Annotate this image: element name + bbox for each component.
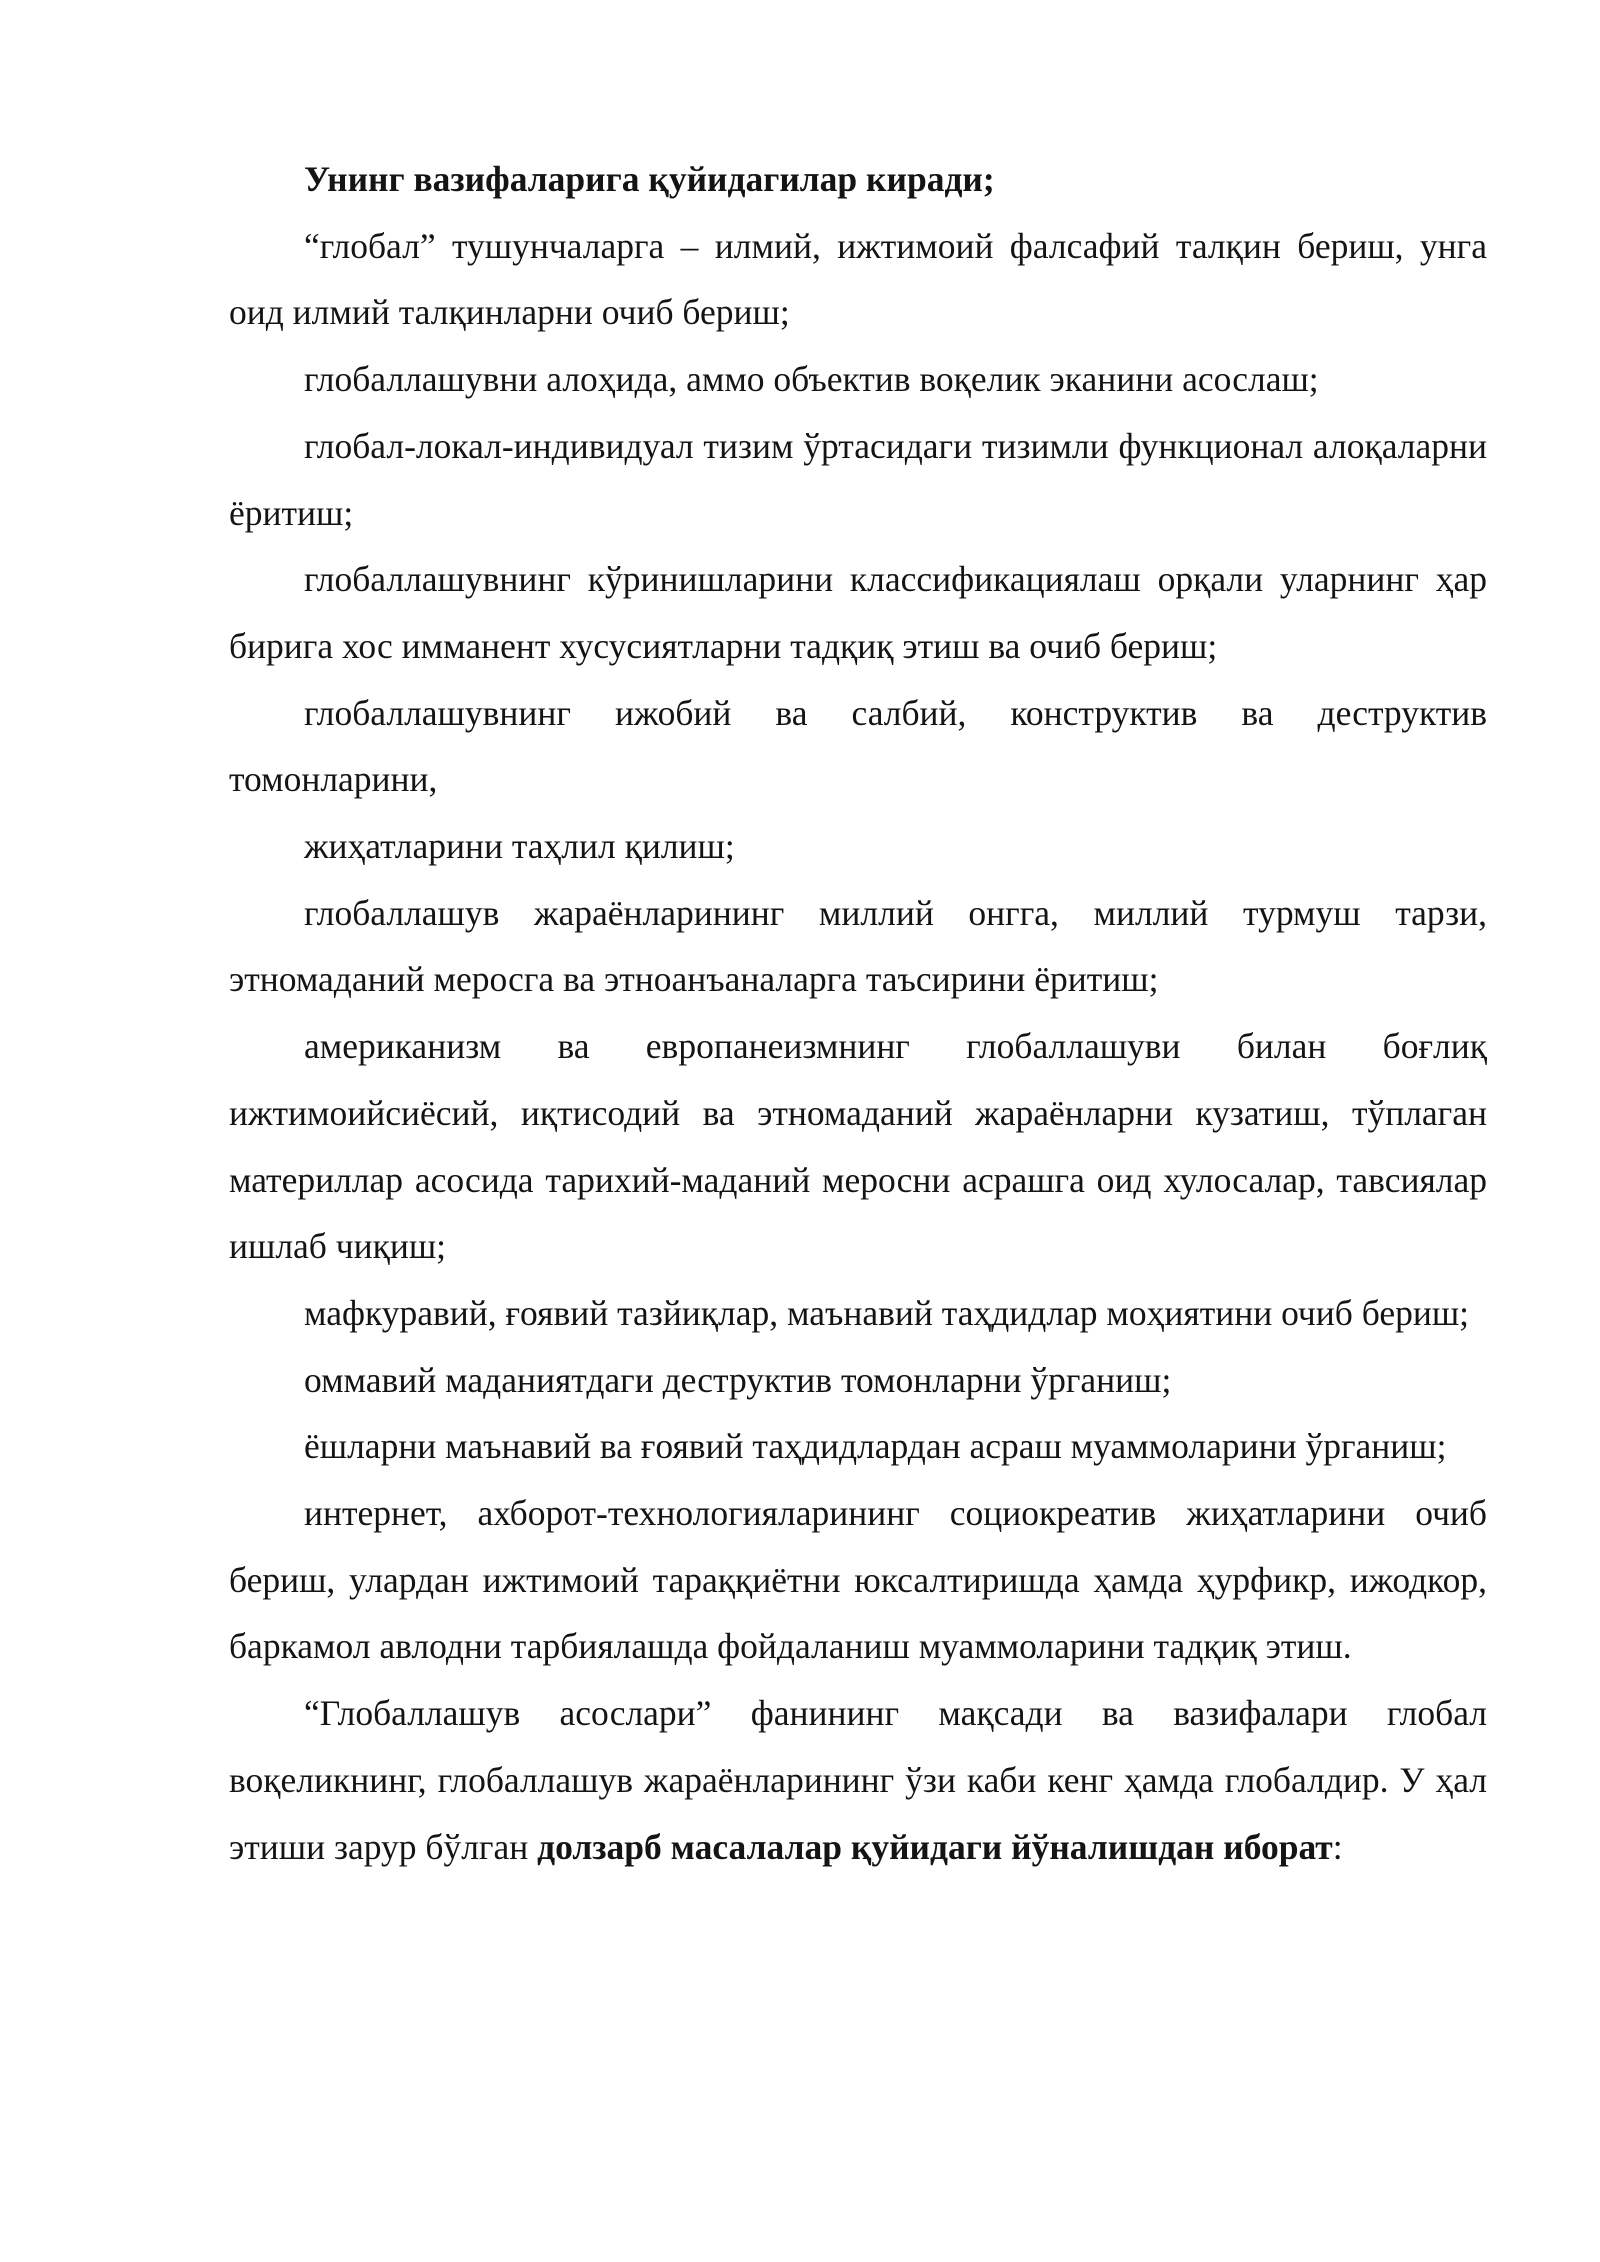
- final-paragraph-bold-text: долзарб масалалар қуйидаги йўналишдан иборат: [537, 1826, 1333, 1867]
- section-heading: Унинг вазифаларига қуйидагилар киради;: [304, 159, 995, 199]
- final-paragraph: [229, 1680, 1487, 1880]
- paragraph-8: американизм ва европанеизмнинг глобаллашуви билан боғлиқ ижтимоийсиёсий, иқтисодий ва этномаданий жараёнларни кузатиш, тўплаган материллар асосида тарихий-маданий меросни асрашга оид хулосалар, тавсиялар ишлаб чиқиш;: [229, 1026, 1487, 1267]
- paragraph-9: мафкуравий, ғоявий тазйиқлар, маънавий таҳдидлар моҳиятини очиб бериш;: [304, 1292, 1470, 1333]
- paragraph-12: интернет, ахборот-технологияларининг социокреатив жиҳатларини очиб бериш, улардан ижтимоий тараққиётни юксалтиришда ҳамда ҳурфикр, ижодкор, баркамол авлодни тарбиялашда фойдаланиш муаммоларини тадқиқ этиш.: [229, 1493, 1487, 1667]
- paragraph-1: “глобал” тушунчаларга – илмий, ижтимоий фалсафий талқин бериш, унга оид илмий талқинларни очиб бериш;: [229, 225, 1487, 333]
- paragraph-11: ёшларни маънавий ва ғоявий таҳдидлардан асраш муаммоларини ўрганиш;: [304, 1426, 1447, 1467]
- final-paragraph-text: “Глобаллашув асослари” фанининг мақсади ва вазифалари глобал воқеликнинг, глобаллашув жараёнларининг ўзи каби кенг ҳамда глобалдир. У ҳал этиши зарур бўлган: [229, 1693, 1487, 1867]
- paragraph-7: глобаллашув жараёнларининг миллий онгга, миллий турмуш тарзи, этномаданий меросга ва этноанъаналарга таъсирини ёритиш;: [229, 892, 1487, 1000]
- paragraph-3: глобал-локал-индивидуал тизим ўртасидаги тизимли функционал алоқаларни ёритиш;: [229, 425, 1487, 533]
- paragraph-6: жиҳатларини таҳлил қилиш;: [304, 826, 735, 867]
- final-paragraph-end: :: [1332, 1826, 1343, 1867]
- paragraph-5: глобаллашувнинг ижобий ва салбий, конструктив ва деструктив томонларини,: [229, 692, 1487, 800]
- paragraph-10: оммавий маданиятдаги деструктив томонларни ўрганиш;: [304, 1359, 1172, 1400]
- paragraph-2: глобаллашувни алоҳида, аммо объектив воқелик эканини асослаш;: [304, 359, 1319, 400]
- document-page: [229, 146, 1487, 1880]
- paragraph-4: глобаллашувнинг кўринишларини классификациялаш орқали уларнинг ҳар бирига хос имманент хусусиятларни тадқиқ этиш ва очиб бериш;: [229, 559, 1487, 666]
